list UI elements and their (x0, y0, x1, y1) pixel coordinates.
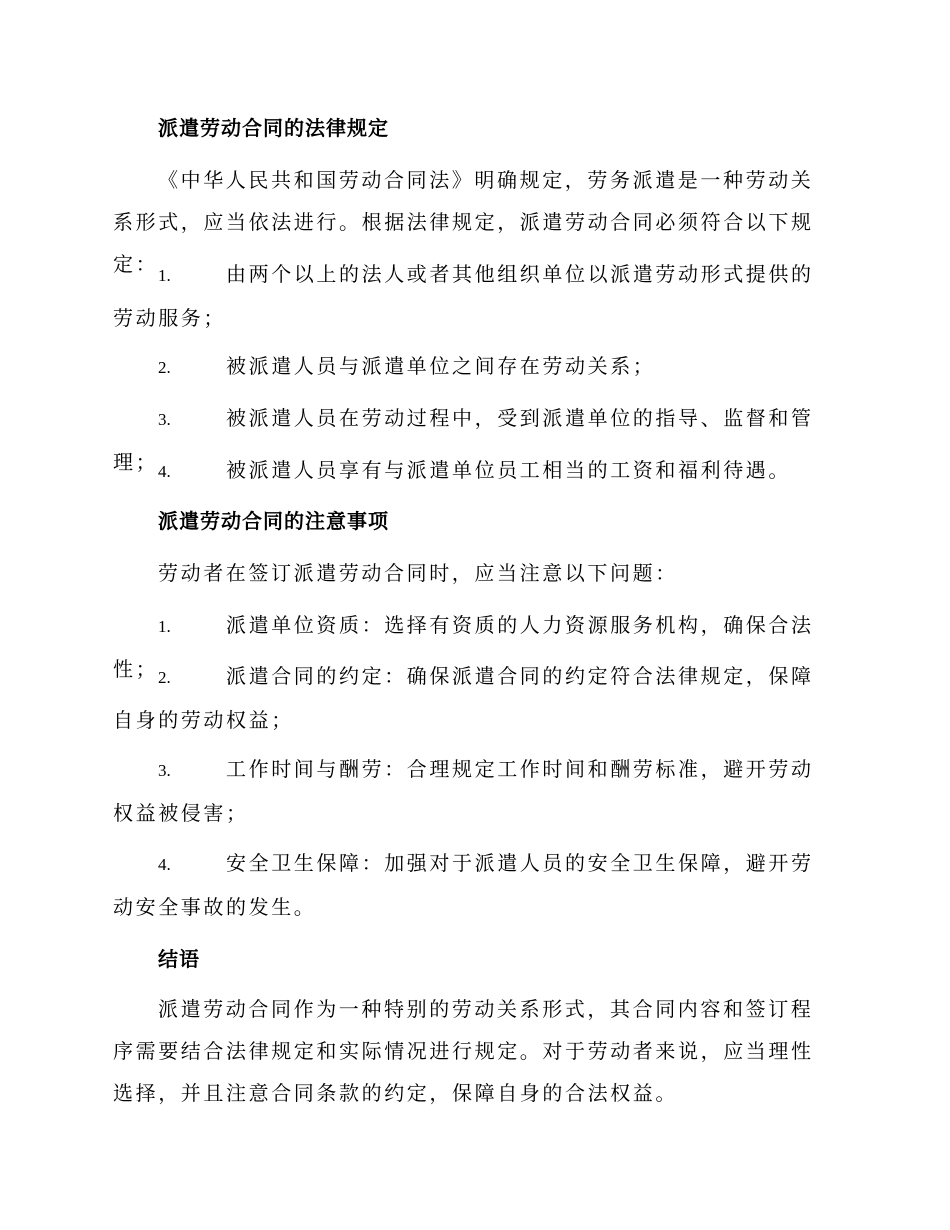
list-item-text: 安全卫生保障：加强对于派遣人员的安全卫生保障，避开劳动安全事故的发生。 (113, 851, 814, 919)
list-item (113, 842, 833, 928)
list-item-number: 1. (158, 266, 171, 285)
list-item (113, 655, 833, 741)
paragraph-conclusion: 派遣劳动合同作为一种特别的劳动关系形式，其合同内容和签订程序需要结合法律规定和实际情况进行规定。对于劳动者来说，应当理性选择，并且注意合同条款的约定，保障自身的合法权益。 (113, 997, 814, 1105)
list-item-text: 被派遣人员与派遣单位之间存在劳动关系； (226, 354, 656, 378)
list-item (113, 253, 833, 339)
section-heading-conclusion: 结语 (158, 947, 200, 971)
list-item-text: 由两个以上的法人或者其他组织单位以派遣劳动形式提供的劳动服务； (113, 262, 814, 330)
list-item-number: 4. (158, 855, 171, 874)
list-item-number: 2. (158, 668, 171, 687)
section-heading-legal-provisions: 派遣劳动合同的法律规定 (158, 116, 389, 140)
paragraph-precautions-intro: 劳动者在签订派遣劳动合同时，应当注意以下问题： (158, 561, 678, 585)
list-item (113, 748, 833, 834)
list-item-number: 3. (158, 761, 171, 780)
list-item-text: 被派遣人员享有与派遣单位员工相当的工资和福利待遇。 (226, 458, 791, 482)
list-item-text: 工作时间与酬劳：合理规定工作时间和酬劳标准，避开劳动权益被侵害； (113, 757, 814, 825)
list-item-text: 派遣单位资质：选择有资质的人力资源服务机构，确保合法性； (113, 613, 814, 681)
list-item (113, 449, 833, 493)
list-item-number: 2. (158, 358, 171, 377)
list-item (113, 345, 833, 389)
list-item-number: 1. (158, 617, 171, 636)
list-item-number: 3. (158, 410, 171, 429)
list-item-text: 派遣合同的约定：确保派遣合同的约定符合法律规定，保障自身的劳动权益； (113, 664, 814, 732)
list-item-number: 4. (158, 462, 171, 481)
paragraph-legal-intro: 《中华人民共和国劳动合同法》明确规定，劳务派遣是一种劳动关系形式，应当依法进行。根据法律规定，派遣劳动合同必须符合以下规定： (113, 168, 814, 276)
section-heading-precautions: 派遣劳动合同的注意事项 (158, 509, 389, 533)
list-item-text: 被派遣人员在劳动过程中，受到派遣单位的指导、监督和管理； (113, 406, 814, 474)
